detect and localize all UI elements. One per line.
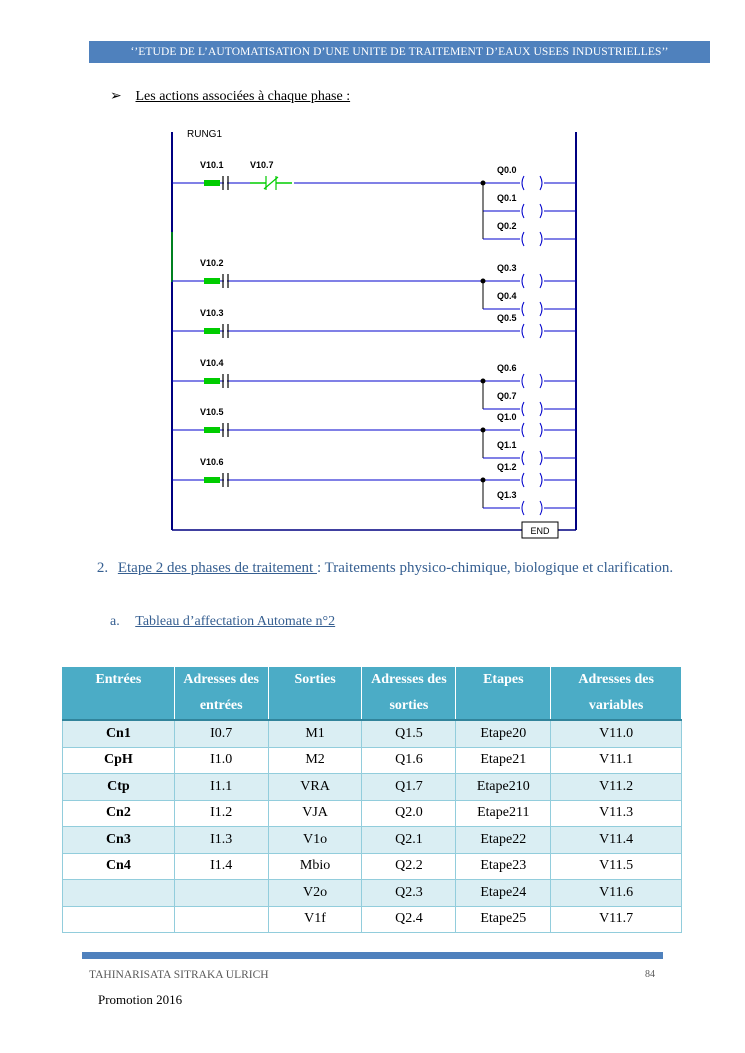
cell-adresse-entree: I0.7 xyxy=(174,720,268,747)
table-header-row xyxy=(63,667,682,721)
header-adresses-entrees: Adresses des entrées xyxy=(174,667,268,721)
assignment-table xyxy=(62,666,682,933)
table-row xyxy=(63,853,682,880)
bullet-text: Les actions associées à chaque phase : xyxy=(135,89,351,104)
cell-sortie: V2o xyxy=(268,880,362,907)
coil-left-arc xyxy=(522,204,524,218)
contact-label: V10.2 xyxy=(200,258,224,268)
coil-right-arc xyxy=(540,232,542,246)
coil-right-arc xyxy=(540,204,542,218)
contact-label: V10.4 xyxy=(200,358,224,368)
contact-label: V10.3 xyxy=(200,308,224,318)
coil-label: Q0.7 xyxy=(497,391,517,401)
footer-author: TAHINARISATA SITRAKA ULRICH xyxy=(89,969,269,981)
section-heading xyxy=(60,554,710,582)
coil-label: Q1.1 xyxy=(497,440,517,450)
subsection-text: Tableau d’affectation Automate n°2 xyxy=(135,614,336,629)
cell-etape: Etape20 xyxy=(456,720,551,747)
contact-gap xyxy=(224,478,227,482)
cell-entree: Cn2 xyxy=(63,800,175,827)
coil-left-arc xyxy=(522,402,524,416)
cell-entree: Ctp xyxy=(63,774,175,801)
cell-entree: CpH xyxy=(63,747,175,774)
bullet-actions xyxy=(110,88,350,105)
coil-left-arc xyxy=(522,324,524,338)
cell-adresse-sortie: Q1.6 xyxy=(362,747,456,774)
cell-sortie: VJA xyxy=(268,800,362,827)
table-row xyxy=(63,827,682,854)
coil-right-arc xyxy=(540,473,542,487)
coil-right-arc xyxy=(540,274,542,288)
cell-entree xyxy=(63,906,175,933)
coil-right-arc xyxy=(540,501,542,515)
coil-left-arc xyxy=(522,473,524,487)
header-entrees: Entrées xyxy=(63,667,175,721)
cell-adresse-entree xyxy=(174,880,268,907)
contact-gap xyxy=(224,329,227,333)
footer-rule xyxy=(82,952,663,959)
cell-etape: Etape25 xyxy=(456,906,551,933)
subsection-heading xyxy=(110,614,335,630)
coil-left-arc xyxy=(522,374,524,388)
contact-gap xyxy=(224,379,227,383)
table-row xyxy=(63,747,682,774)
table-row xyxy=(63,880,682,907)
coil-left-arc xyxy=(522,274,524,288)
coil-left-arc xyxy=(522,451,524,465)
contact-label: V10.6 xyxy=(200,457,224,467)
cell-sortie: VRA xyxy=(268,774,362,801)
cell-adresse-variable: V11.7 xyxy=(551,906,682,933)
coil-label: Q0.1 xyxy=(497,193,517,203)
cell-sortie: V1o xyxy=(268,827,362,854)
branch-node xyxy=(481,428,486,433)
table-row xyxy=(63,774,682,801)
cell-adresse-sortie: Q2.4 xyxy=(362,906,456,933)
cell-etape: Etape22 xyxy=(456,827,551,854)
cell-sortie: M1 xyxy=(268,720,362,747)
table-row xyxy=(63,800,682,827)
contact-label: V10.5 xyxy=(200,407,224,417)
coil-left-arc xyxy=(522,176,524,190)
cell-adresse-entree: I1.3 xyxy=(174,827,268,854)
branch-node xyxy=(481,379,486,384)
contact-energized-bar xyxy=(204,477,220,483)
arrow-bullet-icon: ➢ xyxy=(110,89,122,104)
contact-gap xyxy=(224,181,227,185)
coil-label: Q0.4 xyxy=(497,291,517,301)
contact-energized-bar xyxy=(204,180,220,186)
coil-left-arc xyxy=(522,232,524,246)
branch-node xyxy=(481,279,486,284)
cell-sortie: Mbio xyxy=(268,853,362,880)
subsection-letter: a. xyxy=(110,614,120,629)
cell-entree: Cn3 xyxy=(63,827,175,854)
cell-adresse-variable: V11.5 xyxy=(551,853,682,880)
cell-entree xyxy=(63,880,175,907)
contact-energized-bar xyxy=(204,378,220,384)
coil-right-arc xyxy=(540,423,542,437)
coil-label: Q1.0 xyxy=(497,412,517,422)
contact-gap xyxy=(224,279,227,283)
cell-etape: Etape211 xyxy=(456,800,551,827)
rung-label: RUNG1 xyxy=(187,129,223,140)
cell-adresse-variable: V11.1 xyxy=(551,747,682,774)
coil-label: Q0.3 xyxy=(497,263,517,273)
coil-right-arc xyxy=(540,451,542,465)
cell-etape: Etape23 xyxy=(456,853,551,880)
coil-left-arc xyxy=(522,501,524,515)
contact-energized-bar xyxy=(204,427,220,433)
coil-label: Q0.0 xyxy=(497,165,517,175)
cell-adresse-variable: V11.6 xyxy=(551,880,682,907)
cell-etape: Etape21 xyxy=(456,747,551,774)
cell-adresse-sortie: Q2.3 xyxy=(362,880,456,907)
cell-adresse-variable: V11.2 xyxy=(551,774,682,801)
cell-adresse-variable: V11.0 xyxy=(551,720,682,747)
coil-label: Q1.2 xyxy=(497,462,517,472)
contact-energized-bar xyxy=(204,328,220,334)
cell-adresse-entree: I1.4 xyxy=(174,853,268,880)
header-etapes: Etapes xyxy=(456,667,551,721)
coil-right-arc xyxy=(540,374,542,388)
cell-adresse-sortie: Q2.1 xyxy=(362,827,456,854)
section-number: 2. xyxy=(96,560,109,576)
running-header: ‘’ETUDE DE L’AUTOMATISATION D’UNE UNITE DE TRAITEMENT D’EAUX USEES INDUSTRIELLES’’ xyxy=(89,41,710,63)
coil-label: Q0.2 xyxy=(497,221,517,231)
end-label: END xyxy=(530,526,550,536)
contact-label: V10.1 xyxy=(200,160,224,170)
cell-adresse-entree: I1.1 xyxy=(174,774,268,801)
contact-gap xyxy=(224,428,227,432)
cell-adresse-sortie: Q2.2 xyxy=(362,853,456,880)
cell-adresse-entree: I1.0 xyxy=(174,747,268,774)
cell-entree: Cn1 xyxy=(63,720,175,747)
coil-left-arc xyxy=(522,302,524,316)
footer-promotion: Promotion 2016 xyxy=(98,992,183,1007)
header-adresses-variables: Adresses des variables xyxy=(551,667,682,721)
coil-label: Q1.3 xyxy=(497,490,517,500)
cell-adresse-entree: I1.2 xyxy=(174,800,268,827)
table-row xyxy=(63,906,682,933)
cell-etape: Etape24 xyxy=(456,880,551,907)
cell-adresse-sortie: Q2.0 xyxy=(362,800,456,827)
coil-right-arc xyxy=(540,402,542,416)
cell-entree: Cn4 xyxy=(63,853,175,880)
contact-energized-bar xyxy=(204,278,220,284)
cell-sortie: M2 xyxy=(268,747,362,774)
coil-right-arc xyxy=(540,302,542,316)
cell-adresse-sortie: Q1.5 xyxy=(362,720,456,747)
coil-label: Q0.5 xyxy=(497,313,517,323)
section-rest-text: : Traitements physico-chimique, biologique et clarification. xyxy=(316,560,674,576)
coil-label: Q0.6 xyxy=(497,363,517,373)
cell-adresse-variable: V11.3 xyxy=(551,800,682,827)
header-adresses-sorties: Adresses des sorties xyxy=(362,667,456,721)
cell-sortie: V1f xyxy=(268,906,362,933)
ladder-diagram xyxy=(160,122,590,542)
branch-node xyxy=(481,478,486,483)
cell-etape: Etape210 xyxy=(456,774,551,801)
contact-label: V10.7 xyxy=(250,160,274,170)
coil-right-arc xyxy=(540,324,542,338)
cell-adresse-entree xyxy=(174,906,268,933)
table-row xyxy=(63,720,682,747)
branch-node xyxy=(481,181,486,186)
cell-adresse-variable: V11.4 xyxy=(551,827,682,854)
cell-adresse-sortie: Q1.7 xyxy=(362,774,456,801)
coil-left-arc xyxy=(522,423,524,437)
page-number: 84 xyxy=(645,969,655,980)
coil-right-arc xyxy=(540,176,542,190)
header-sorties: Sorties xyxy=(268,667,362,721)
section-link-text: Etape 2 des phases de traitement xyxy=(117,560,317,576)
